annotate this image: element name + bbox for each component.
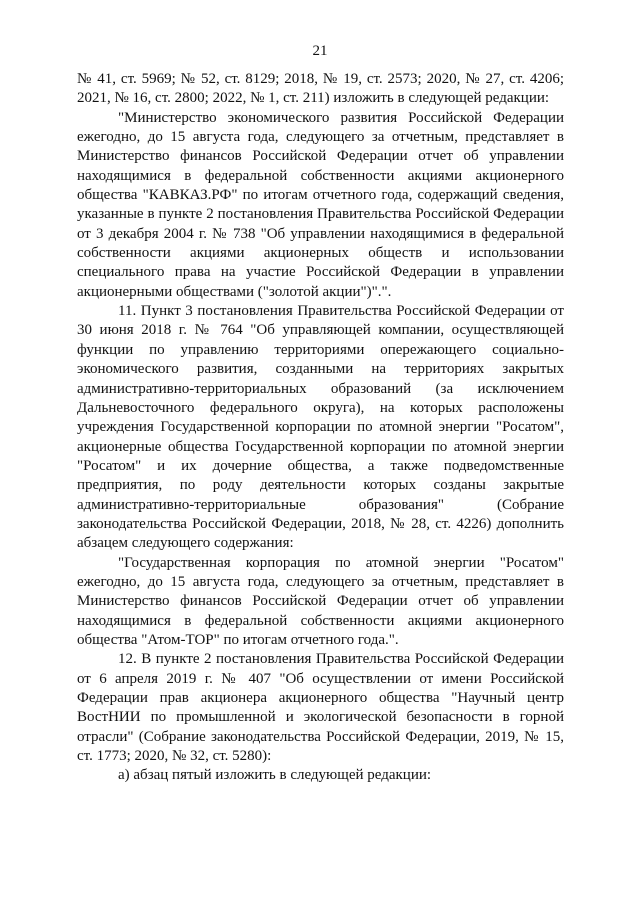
paragraph: а) абзац пятый изложить в следующей редакции:	[118, 767, 432, 784]
paragraph: "Государственная корпорация по атомной энергии "Росатом" ежегодно, до 15 августа года, следующего за отчетным, представляет в Министерство финансов Российской Федерации отчет об управлении находящимися в федеральной собственности акциями акционерного общества "Атом-ТОР" по итогам отчетного года.".	[77, 554, 564, 648]
paragraph: 11. Пункт 3 постановления Правительства Российской Федерации от 30 июня 2018 г. № 764 "Об управляющей компании, осуществляющей функции по управлению территориями опережающего социально-экономического развития, созданными на территориях закрытых административно-территориальных образований (за исключением Дальневосточного федерального округа), на которых расположены учреждения Государственной корпорации по атомной энергии "Росатом", акционерные общества Государственной корпорации по атомной энергии "Росатом" и их дочерние общества, а также подведомственные предприятия, по роду деятельности которых созданы закрытые административно-территориальные образования" (Собрание законодательства Российской Федерации, 2018, № 28, ст. 4226) дополнить абзацем следующего содержания:	[77, 303, 564, 552]
page-number: 21	[312, 43, 328, 59]
paragraph: 12. В пункте 2 постановления Правительства Российской Федерации от 6 апреля 2019 г. № 407 "Об осуществлении от имени Российской Федерации прав акционера акционерного общества "Научный центр ВостНИИ по промышленной и экологической безопасности в горной отрасли" (Собрание законодательства Российской Федерации, 2019, № 15, ст. 1773; 2020, № 32, ст. 5280):	[77, 651, 564, 765]
document-body	[77, 70, 564, 786]
paragraph: "Министерство экономического развития Российской Федерации ежегодно, до 15 августа года, следующего за отчетным, представляет в Министерство финансов Российской Федерации отчет об управлении находящимися в федеральной собственности акциями акционерного общества "КАВКАЗ.РФ" по итогам отчетного года, содержащий сведения, указанные в пункте 2 постановления Правительства Российской Федерации от 3 декабря 2004 г. № 738 "Об управлении находящимися в федеральной собственности акциями акционерных обществ и использовании специального права на участие Российской Федерации в управлении акционерными обществами ("золотой акции")".".	[77, 109, 564, 300]
paragraph: № 41, ст. 5969; № 52, ст. 8129; 2018, № 19, ст. 2573; 2020, № 27, ст. 4206; 2021, № 16, ст. 2800; 2022, № 1, ст. 211) изложить в следующей редакции:	[77, 71, 564, 107]
